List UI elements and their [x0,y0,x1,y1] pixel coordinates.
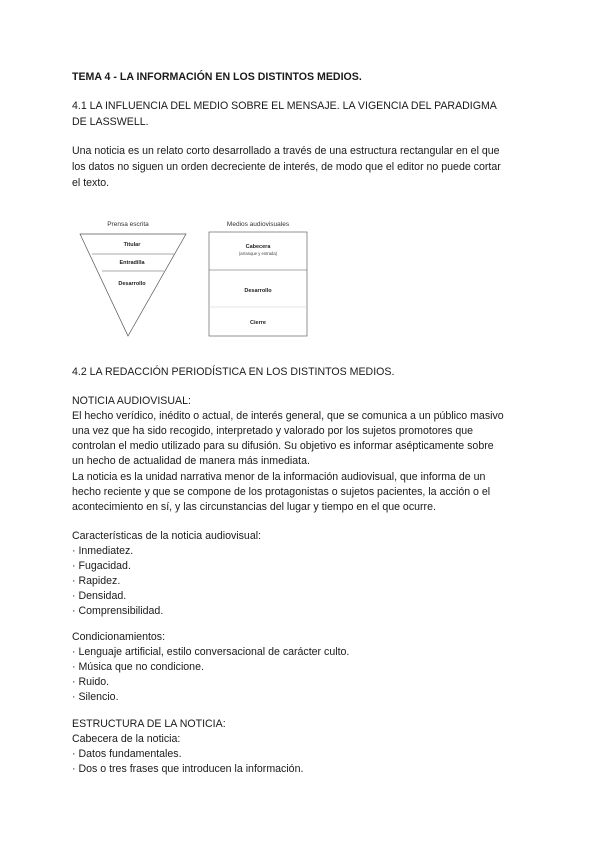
section-heading: 4.1 LA INFLUENCIA DEL MEDIO SOBRE EL MENSAJE. LA VIGENCIA DEL PARADIGMA [72,100,497,112]
list-item: · Ruido. [72,676,110,688]
list-item: · Inmediatez. [72,545,134,557]
paragraph-line: NOTICIA AUDIOVISUAL: [72,395,191,407]
list-item: · Datos fundamentales. [72,748,182,760]
box-cabecera: Cabecera [245,244,271,250]
document-title: TEMA 4 - LA INFORMACIÓN EN LOS DISTINTOS MEDIOS. [72,71,362,83]
box-cierre: Cierre [250,320,266,326]
section-heading: 4.2 LA REDACCIÓN PERIODÍSTICA EN LOS DISTINTOS MEDIOS. [72,366,395,378]
list-item: · Dos o tres frases que introducen la información. [72,763,304,775]
paragraph-line: una vez que ha sido recogido, interpretado y valorado por los sujetos promotores que [72,425,474,438]
list-item: · Fugacidad. [72,560,131,572]
paragraph-line: el texto. [72,177,110,189]
list-item: · Rapidez. [72,575,121,587]
list-heading: Características de la noticia audiovisual: [72,530,262,542]
box-desarrollo: Desarrollo [244,288,272,294]
pyramid-entradilla: Entradilla [119,260,145,266]
section-heading: DE LASSWELL. [72,116,149,128]
list-heading: ESTRUCTURA DE LA NOTICIA: [72,718,226,730]
list-item: · Comprensibilidad. [72,605,164,617]
list-item: · Lenguaje artificial, estilo conversacional de carácter culto. [72,646,350,658]
paragraph-line: controlan el medio utilizado para su difusión. Su objetivo es informar asépticamente sobre [72,440,494,453]
paragraph-line: La noticia es la unidad narrativa menor de la información audiovisual, que informa de un [72,470,486,483]
diagram-right-title: Medios audiovisuales [226,221,290,228]
list-heading: Condicionamientos: [72,631,166,643]
paragraph-line: los datos no siguen un orden decreciente de interés, de modo que el editor no puede cortar [72,161,501,173]
paragraph-line: acontecimiento en sí, y las circunstancias del lugar y tiempo en el que ocurre. [72,500,436,513]
diagram-left-title: Prensa escrita [107,221,149,228]
list-heading: Cabecera de la noticia: [72,733,181,745]
box-cabecera-note: (arranque y entrada) [238,251,278,256]
news-structure-diagram [70,212,320,342]
paragraph-line: un hecho de actualidad de manera más inmediata. [72,455,310,468]
list-item: · Densidad. [72,590,127,602]
paragraph-line: hecho reciente y que se compone de los protagonistas o sujetos pacientes, la acción o el [72,485,491,498]
paragraph-line: Una noticia es un relato corto desarrollado a través de una estructura rectangular en el que [72,145,500,157]
paragraph-line: El hecho verídico, inédito o actual, de interés general, que se comunica a un público masivo [72,410,504,423]
list-item: · Silencio. [72,691,119,703]
pyramid-titular: Titular [123,242,141,248]
pyramid-desarrollo: Desarrollo [118,281,146,287]
list-item: · Música que no condicione. [72,661,204,673]
